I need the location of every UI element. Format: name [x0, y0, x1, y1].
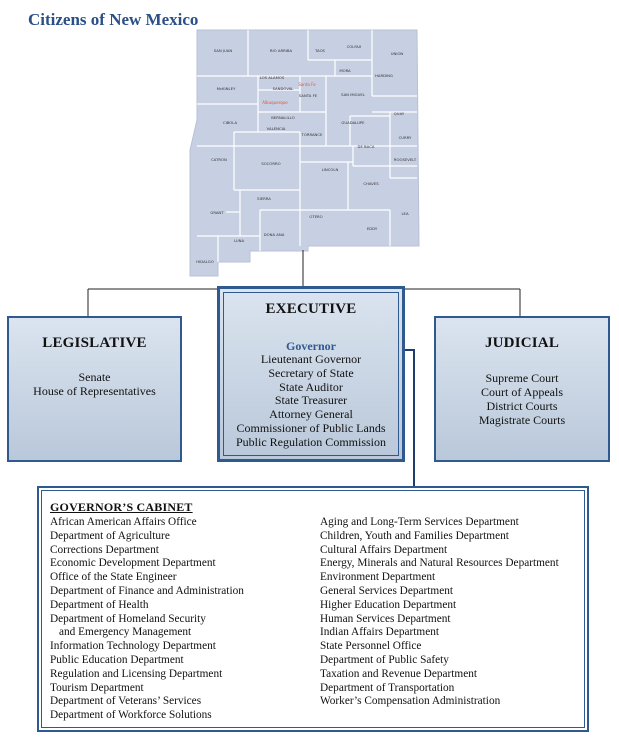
county-label: SANDOVAL [272, 86, 294, 91]
county-label: CHAVES [363, 181, 379, 186]
county-label: SIERRA [257, 196, 271, 201]
cabinet-item: Cultural Affairs Department [320, 543, 448, 556]
cabinet-item: Office of the State Engineer [50, 571, 177, 584]
legislative-branch-box [7, 316, 182, 462]
legislative-item: Senate [78, 370, 111, 384]
county-label: OTERO [309, 214, 323, 219]
county-label: MORA [339, 68, 351, 73]
cabinet-item: General Services Department [320, 584, 453, 597]
executive-item: Attorney General [269, 407, 353, 422]
judicial-item: Supreme Court [485, 371, 559, 385]
executive-item: Commissioner of Public Lands [236, 420, 386, 435]
cabinet-item: Economic Development Department [50, 557, 216, 570]
county-label: SOCORRO [261, 161, 281, 166]
county-label: LEA [401, 211, 409, 216]
judicial-item: Court of Appeals [481, 385, 563, 399]
county-label: DONA ANA [263, 232, 285, 237]
county-label: COLFAX [346, 44, 362, 49]
cabinet-item: Department of Health [50, 598, 149, 611]
cabinet-item: Human Services Department [320, 612, 451, 625]
county-label: McKINLEY [216, 86, 236, 91]
executive-branch-box [217, 286, 405, 462]
cabinet-item: Energy, Minerals and Natural Resources Department [320, 557, 559, 570]
cabinet-item: Taxation and Revenue Department [320, 667, 477, 680]
cabinet-item: Higher Education Department [320, 598, 457, 611]
judicial-branch-box [434, 316, 610, 462]
cabinet-right-column [320, 516, 559, 709]
county-label: UNION [390, 51, 404, 56]
cabinet-item: Environment Department [320, 571, 436, 584]
county-label: SAN JUAN [213, 48, 233, 53]
cabinet-item: Department of Finance and Administration [50, 584, 244, 597]
county-label: CIBOLA [222, 120, 238, 125]
county-label: CATRON [211, 157, 227, 162]
judicial-item: Magistrate Courts [478, 413, 566, 427]
executive-title: EXECUTIVE [265, 301, 357, 317]
cabinet-item: Indian Affairs Department [320, 626, 439, 639]
cabinet-item: Corrections Department [50, 543, 159, 556]
cabinet-item: State Personnel Office [320, 640, 422, 653]
cabinet-item: Department of Agriculture [50, 529, 170, 542]
judicial-item: District Courts [486, 399, 558, 413]
city-label: Albuquerque [262, 100, 288, 105]
county-label: BERNALILLO [271, 115, 295, 120]
legislative-item: House of Representatives [33, 384, 156, 398]
cabinet-item: and Emergency Management [59, 626, 192, 639]
county-label: TORRANCE [301, 132, 323, 137]
cabinet-item: Department of Veterans’ Services [50, 695, 202, 708]
cabinet-item: Department of Workforce Solutions [50, 709, 212, 722]
legislative-title: LEGISLATIVE [42, 335, 147, 351]
executive-item: State Treasurer [274, 393, 348, 408]
cabinet-left-column [50, 516, 244, 723]
cabinet-item: Department of Transportation [320, 681, 455, 694]
county-label: ROOSEVELT [393, 157, 417, 162]
county-label: DE BACA [357, 144, 375, 149]
county-label: SANTA FE [298, 93, 318, 98]
county-label: HIDALGO [196, 259, 214, 264]
cabinet-item: Regulation and Licensing Department [50, 667, 223, 680]
cabinet-item: Aging and Long-Term Services Department [320, 516, 519, 528]
cabinet-item: Department of Homeland Security [50, 612, 206, 625]
county-label: GUADALUPE [341, 120, 365, 125]
page-title: Citizens of New Mexico [28, 10, 199, 29]
governor-label: Governor [286, 339, 336, 353]
executive-item: State Auditor [279, 379, 343, 394]
cabinet-item: African American Affairs Office [50, 516, 197, 528]
county-label: SAN MIGUEL [341, 92, 365, 97]
county-label: CURRY [398, 135, 412, 140]
cabinet-item: Tourism Department [50, 681, 144, 694]
cabinet-item: Public Education Department [50, 653, 184, 666]
county-label: LINCOLN [321, 167, 339, 172]
county-label: QUAY [393, 111, 405, 116]
cabinet-item: Department of Public Safety [320, 653, 449, 666]
county-label: LOS ALAMOS [259, 75, 285, 80]
county-label: VALENCIA [266, 126, 286, 131]
county-label: TAOS [315, 48, 325, 53]
county-label: HARDING [375, 73, 393, 78]
governors-cabinet-box [37, 486, 589, 732]
county-label: RIO ARRIBA [269, 48, 293, 53]
cabinet-item: Worker’s Compensation Administration [320, 695, 501, 708]
cabinet-title: GOVERNOR’S CABINET [50, 500, 193, 514]
executive-item: Secretary of State [268, 365, 354, 380]
judicial-title: JUDICIAL [484, 335, 560, 351]
county-label: GRANT [210, 210, 224, 215]
cabinet-item: Children, Youth and Families Department [320, 529, 509, 542]
executive-item: Lieutenant Governor [260, 352, 362, 366]
executive-item: Public Regulation Commission [235, 434, 386, 449]
county-label: EDDY [366, 226, 378, 231]
county-label: LUNA [233, 238, 245, 243]
city-label: Santa Fe [298, 82, 316, 87]
cabinet-item: Information Technology Department [50, 640, 216, 653]
